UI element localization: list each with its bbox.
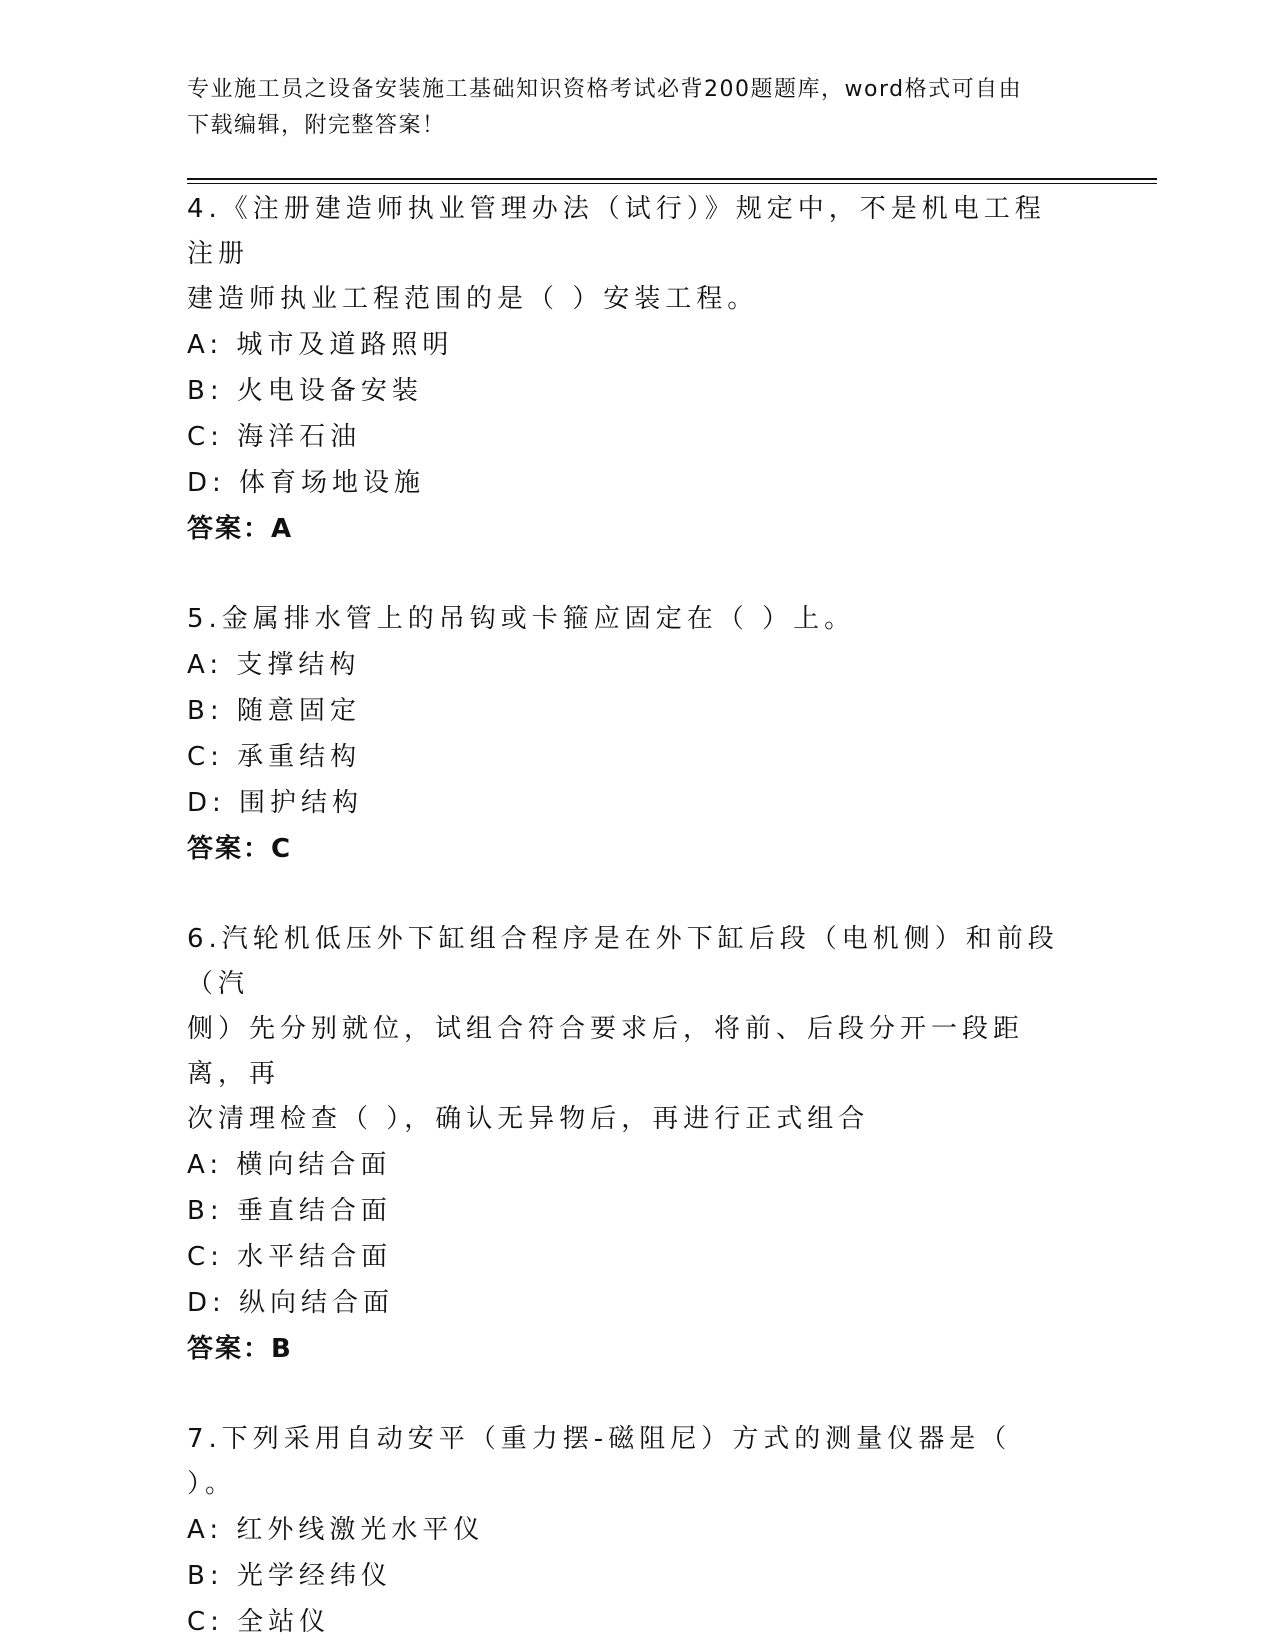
stem-line: 5.金属排水管上的吊钩或卡箍应固定在（ ）上。 xyxy=(187,604,856,634)
question-list xyxy=(187,186,1067,1645)
question-6 xyxy=(187,916,1067,1372)
option-b: B: 光学经纬仪 xyxy=(187,1561,392,1591)
stem-line: 侧）先分别就位，试组合符合要求后，将前、后段分开一段距离，再 xyxy=(187,1014,1025,1089)
answer: 答案：B xyxy=(187,1334,293,1364)
option-a: A: 横向结合面 xyxy=(187,1150,392,1180)
header-rule-thick xyxy=(187,178,1157,180)
question-stem xyxy=(187,186,1067,322)
option-b: B: 垂直结合面 xyxy=(187,1196,392,1226)
option-a: A: 支撑结构 xyxy=(187,650,361,680)
stem-line: 7.下列采用自动安平（重力摆-磁阻尼）方式的测量仪器是（ ）。 xyxy=(187,1424,1012,1499)
answer: 答案：C xyxy=(187,834,293,864)
header-line-2: 下载编辑，附完整答案！ xyxy=(187,113,446,138)
stem-line: 4.《注册建造师执业管理办法（试行）》规定中，不是机电工程注册 xyxy=(187,194,1046,269)
option-a: A: 红外线激光水平仪 xyxy=(187,1515,485,1545)
question-5 xyxy=(187,596,1067,872)
question-4 xyxy=(187,186,1067,552)
stem-line: 次清理检查（ ），确认无异物后，再进行正式组合 xyxy=(187,1104,870,1134)
question-stem xyxy=(187,1416,1067,1507)
document-header xyxy=(187,72,1067,144)
option-c: C: 海洋石油 xyxy=(187,422,362,452)
question-7 xyxy=(187,1416,1067,1645)
header-rule-thin xyxy=(187,183,1157,184)
option-c: C: 承重结构 xyxy=(187,742,362,772)
stem-line: 建造师执业工程范围的是（ ）安装工程。 xyxy=(187,284,759,314)
stem-line: 6.汽轮机低压外下缸组合程序是在外下缸后段（电机侧）和前段（汽 xyxy=(187,924,1059,999)
header-line-1: 专业施工员之设备安装施工基础知识资格考试必背200题题库，word格式可自由 xyxy=(187,77,1023,102)
option-c: C: 全站仪 xyxy=(187,1607,331,1637)
question-stem xyxy=(187,916,1067,1142)
option-d: D: 体育场地设施 xyxy=(187,468,426,498)
option-c: C: 水平结合面 xyxy=(187,1242,393,1272)
option-b: B: 随意固定 xyxy=(187,696,361,726)
option-a: A: 城市及道路照明 xyxy=(187,330,454,360)
question-stem xyxy=(187,596,1067,642)
option-b: B: 火电设备安装 xyxy=(187,376,423,406)
option-d: D: 纵向结合面 xyxy=(187,1288,395,1318)
answer: 答案：A xyxy=(187,514,294,544)
option-d: D: 围护结构 xyxy=(187,788,364,818)
